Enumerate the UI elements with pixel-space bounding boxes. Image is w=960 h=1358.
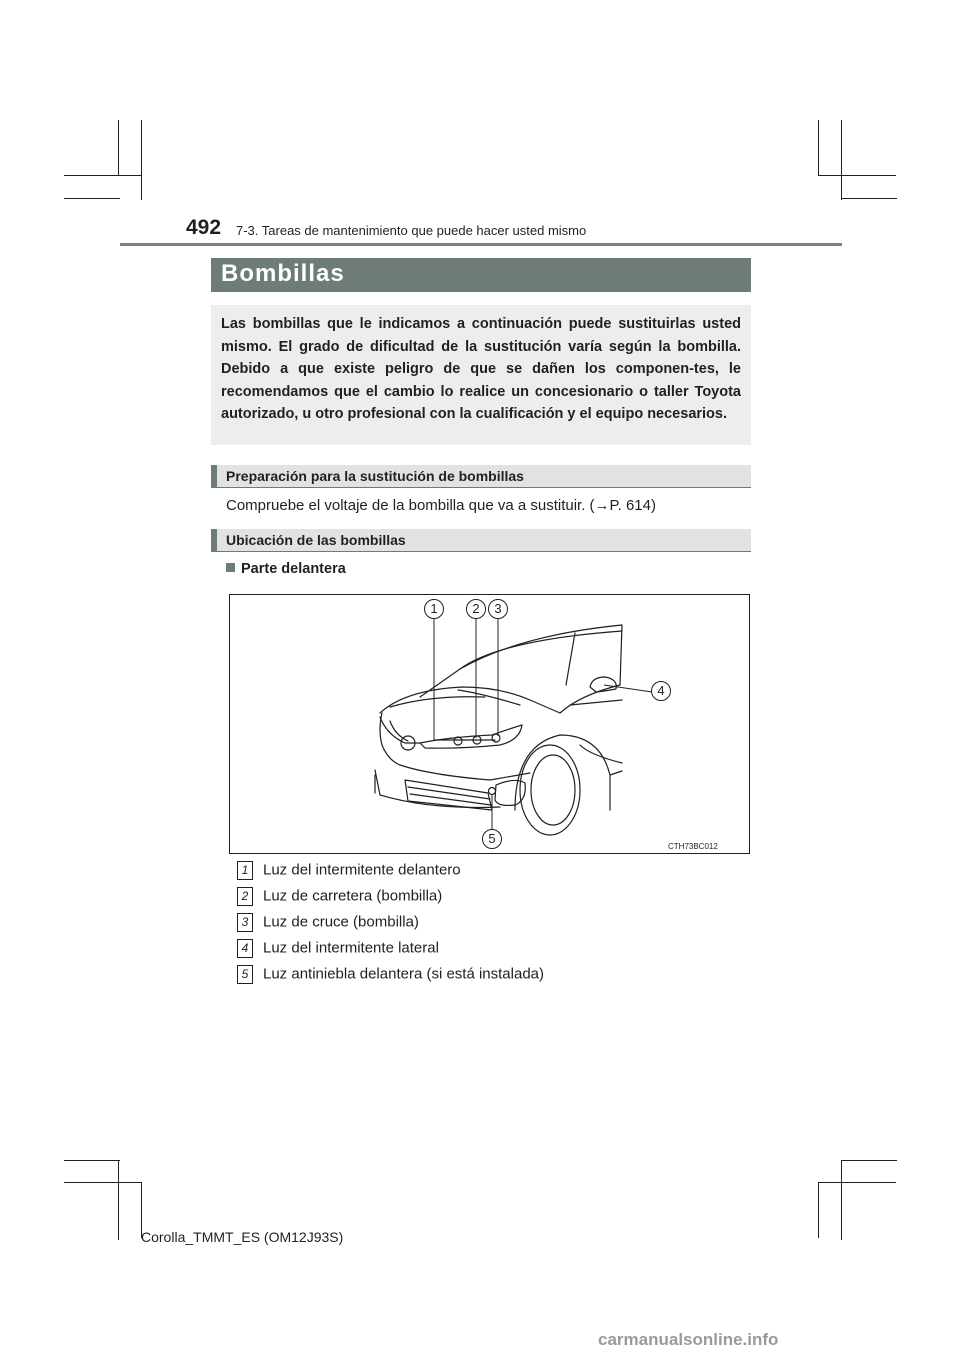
crop-mark <box>64 198 120 199</box>
legend-label: Luz de cruce (bombilla) <box>263 913 419 931</box>
crop-mark <box>64 1182 142 1183</box>
heading-bar <box>211 465 217 487</box>
front-wheel <box>520 745 580 835</box>
legend-number: 5 <box>237 965 253 984</box>
crop-mark <box>841 1160 842 1240</box>
fog-light <box>489 788 496 795</box>
callout-1: 1 <box>424 599 444 619</box>
legend-item <box>237 913 419 933</box>
legend-number: 3 <box>237 913 253 932</box>
crop-mark <box>118 120 119 176</box>
callout-2: 2 <box>466 599 486 619</box>
intro-box <box>211 305 751 445</box>
watermark: carmanualsonline.info <box>598 1330 779 1349</box>
crop-mark <box>818 120 819 176</box>
section-heading-text: Preparación para la sustitución de bombillas <box>226 468 524 484</box>
legend-number: 1 <box>237 861 253 880</box>
crop-mark <box>118 1160 119 1240</box>
legend-label: Luz de carretera (bombilla) <box>263 887 443 905</box>
preparation-text <box>226 497 656 514</box>
arrow-icon: → <box>594 497 610 514</box>
heading-bar <box>211 529 217 551</box>
page-title: Bombillas <box>221 260 345 287</box>
header-rule <box>120 243 842 246</box>
subheading-front <box>226 561 346 577</box>
legend-item <box>237 861 461 881</box>
crop-mark <box>64 1160 120 1161</box>
legend-item <box>237 965 544 985</box>
page-number: 492 <box>186 216 222 239</box>
callout-4: 4 <box>651 681 671 701</box>
windshield-base <box>420 669 460 697</box>
footer-document-code: Corolla_TMMT_ES (OM12J93S) <box>141 1229 344 1245</box>
section-heading-preparation <box>211 465 751 488</box>
wheel-arch <box>515 735 610 810</box>
legend-label: Luz del intermitente lateral <box>263 939 439 957</box>
headlight <box>420 725 522 748</box>
legend-number: 2 <box>237 887 253 906</box>
car-roof-line <box>460 625 622 669</box>
front-bumper <box>400 765 530 780</box>
callout-5: 5 <box>482 829 502 849</box>
page-reference-link[interactable]: P. 614) <box>609 497 656 514</box>
car-illustration-svg <box>230 595 749 853</box>
intro-text: Las bombillas que le indicamos a continuación puede sustituirlas usted mismo. El grado de dificultad de la sustitución varía según la bombilla. Debido a que existe peligro de que se dañen los componen-tes, le recomendamos que el cambio lo realice un concesionario o taller Toyota autorizado, u otro profesional con la cualificación y el equipo necesarios. <box>221 316 741 422</box>
car-hood <box>380 687 560 713</box>
section-heading-location <box>211 529 751 552</box>
title-bar <box>211 258 751 292</box>
figure-code: CTH73BC012 <box>668 842 718 851</box>
preparation-text-main: Compruebe el voltaje de la bombilla que va a sustituir. ( <box>226 497 595 514</box>
legend-number: 4 <box>237 939 253 958</box>
legend-label: Luz antiniebla delantera (si está instalada) <box>263 965 545 983</box>
legend-label: Luz del intermitente delantero <box>263 861 461 879</box>
crop-mark <box>818 1182 896 1183</box>
callout-3: 3 <box>488 599 508 619</box>
crop-mark <box>141 120 142 200</box>
car-front-illustration <box>229 594 750 854</box>
crop-mark <box>841 1160 897 1161</box>
section-heading-text: Ubicación de las bombillas <box>226 532 406 548</box>
legend-item <box>237 887 442 907</box>
crop-mark <box>818 1182 819 1238</box>
crop-mark <box>818 175 896 176</box>
square-bullet-icon <box>226 563 235 572</box>
crop-mark <box>64 175 142 176</box>
crop-mark <box>841 198 897 199</box>
legend-item <box>237 939 439 959</box>
running-header: 7-3. Tareas de mantenimiento que puede hacer usted mismo <box>236 223 587 238</box>
crop-mark <box>841 120 842 200</box>
subheading-text: Parte delantera <box>241 561 346 577</box>
